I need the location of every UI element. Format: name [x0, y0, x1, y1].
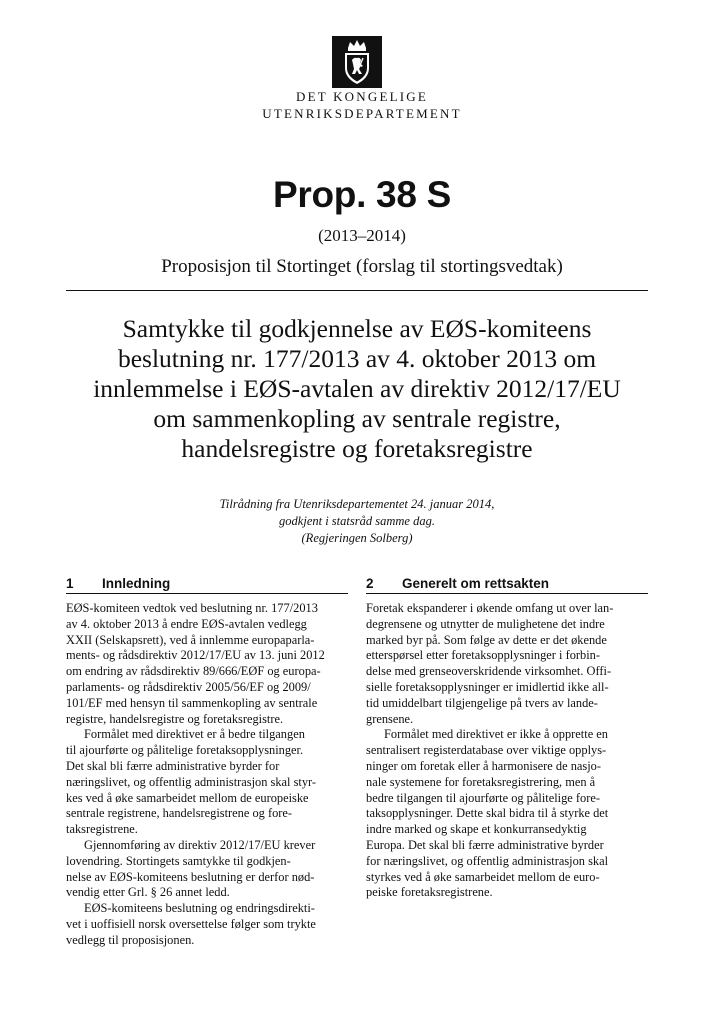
- text-line: styrkes ved å øke samarbeidet mellom de euro-: [366, 869, 600, 884]
- main-title-line: Samtykke til godkjennelse av EØS-komiteens: [122, 314, 592, 343]
- text-line: Gjennomføring av direktiv 2012/17/EU krever: [84, 837, 316, 852]
- text-line: Formålet med direktivet er ikke å opprette en: [384, 727, 608, 742]
- text-line: om endring av rådsdirektiv 89/666/EØF og europa-: [66, 664, 321, 679]
- department-line: UTENRIKSDEPARTEMENT: [262, 106, 462, 121]
- text-line: sentrale registrene, handelsregistrene og fore-: [66, 806, 293, 821]
- recommendation-line: godkjent i statsråd samme dag.: [279, 514, 435, 528]
- text-line: Formålet med direktivet er å bedre tilgangen: [84, 727, 305, 742]
- section-body: [366, 601, 648, 901]
- text-line: XXII (Selskapsrett), ved å innlemme europaparla-: [66, 632, 315, 647]
- main-title-line: handelsregistre og foretaksregistre: [181, 434, 533, 463]
- text-line: vendig etter Grl. § 26 annet ledd.: [66, 885, 230, 900]
- text-line: EØS-komiteens beslutning og endringsdirekti-: [84, 901, 315, 916]
- text-line: Foretak ekspanderer i økende omfang ut over lan-: [366, 601, 614, 615]
- text-line: vet i uoffisiell norsk oversettelse følger som trykte: [66, 916, 316, 931]
- section-title: Innledning: [102, 576, 171, 591]
- proposition-title: Prop. 38 S: [273, 174, 451, 215]
- main-title: [66, 314, 648, 464]
- text-line: lovendring. Stortingets samtykke til godkjen-: [66, 853, 291, 868]
- text-line: taksopplysninger. Dette skal bidra til å styrke det: [366, 806, 609, 821]
- main-title-line: innlemmelse i EØS-avtalen av direktiv 2012/17/EU: [93, 374, 621, 403]
- recommendation-line: Tilrådning fra Utenriksdepartementet 24. januar 2014,: [219, 497, 495, 511]
- text-line: ninger om foretak eller å harmonisere de nasjo-: [366, 758, 601, 773]
- section-innledning: [66, 574, 348, 949]
- text-line: til ajourførte og pålitelige foretaksopplysninger.: [66, 743, 304, 758]
- text-line: vedlegg til proposisjonen.: [66, 932, 195, 947]
- text-line: registre, handelsregistre og foretaksregistre.: [66, 711, 284, 726]
- department-line: DET KONGELIGE: [296, 89, 428, 104]
- text-line: sentralisert registerdatabase over viktige opplys-: [366, 743, 607, 758]
- text-line: degrensene og utnytter de mulighetene det indre: [366, 616, 605, 631]
- text-line: indre marked og skape et konkurransedyktig: [366, 822, 587, 837]
- text-line: sielle foretaksopplysninger er imidlertid ikke all-: [366, 679, 609, 694]
- text-line: Det skal bli færre administrative byrder for: [66, 758, 280, 773]
- section-heading: [366, 574, 648, 594]
- main-title-line: beslutning nr. 177/2013 av 4. oktober 2013 om: [117, 344, 597, 373]
- session-years: (2013–2014): [318, 226, 406, 245]
- text-line: næringslivet, og offentlig administrasjon skal styr-: [66, 774, 317, 789]
- section-generelt-om-rettsakten: [366, 574, 648, 901]
- text-line: Europa. Det skal bli færre administrative byrder: [366, 837, 604, 852]
- title-divider: [66, 290, 648, 291]
- section-title: Generelt om rettsakten: [402, 576, 550, 591]
- recommendation-line: (Regjeringen Solberg): [301, 531, 413, 545]
- text-line: taksregistrene.: [66, 822, 138, 837]
- text-line: parlaments- og rådsdirektiv 2005/56/EF og 2009/: [66, 679, 311, 694]
- text-line: peiske foretaksregistrene.: [366, 885, 493, 900]
- text-line: etterspørsel etter foretaksopplysninger i forbin-: [366, 648, 600, 663]
- text-line: EØS-komiteen vedtok ved beslutning nr. 177/2013: [66, 601, 318, 615]
- text-line: bedre tilgangen til ajourførte og pålitelige fore-: [366, 790, 600, 805]
- coat-of-arms-icon: [332, 36, 382, 88]
- proposition-subtitle: Proposisjon til Stortinget (forslag til stortingsvedtak): [161, 256, 563, 277]
- text-line: grensene.: [366, 711, 414, 726]
- section-number: 2: [366, 576, 374, 591]
- text-line: kes ved å øke samarbeidet mellom de europeiske: [66, 790, 309, 805]
- text-line: delse med grenseoverskridende virksomhet. Offi-: [366, 664, 612, 679]
- text-line: marked byr på. Som følge av dette er det økende: [366, 632, 607, 647]
- text-line: tid umiddelbart tilgjengelige på tvers av lande-: [366, 695, 598, 710]
- section-heading: [66, 574, 348, 594]
- text-line: 101/EF med hensyn til sammenkopling av sentrale: [66, 695, 318, 710]
- text-line: nelse av EØS-komiteens beslutning er derfor nød-: [66, 869, 315, 884]
- main-title-line: om sammenkopling av sentrale registre,: [153, 404, 561, 433]
- department-name: [0, 88, 724, 122]
- section-body: [66, 601, 348, 949]
- text-line: nale systemene for foretaksregistrering, men å: [366, 774, 596, 789]
- text-line: ments- og rådsdirektiv 2012/17/EU av 13. juni 2012: [66, 648, 325, 663]
- recommendation-note: [66, 496, 648, 547]
- section-number: 1: [66, 576, 74, 591]
- text-line: for næringslivet, og offentlig administrasjon skal: [366, 853, 609, 868]
- text-line: av 4. oktober 2013 å endre EØS-avtalen vedlegg: [66, 616, 307, 631]
